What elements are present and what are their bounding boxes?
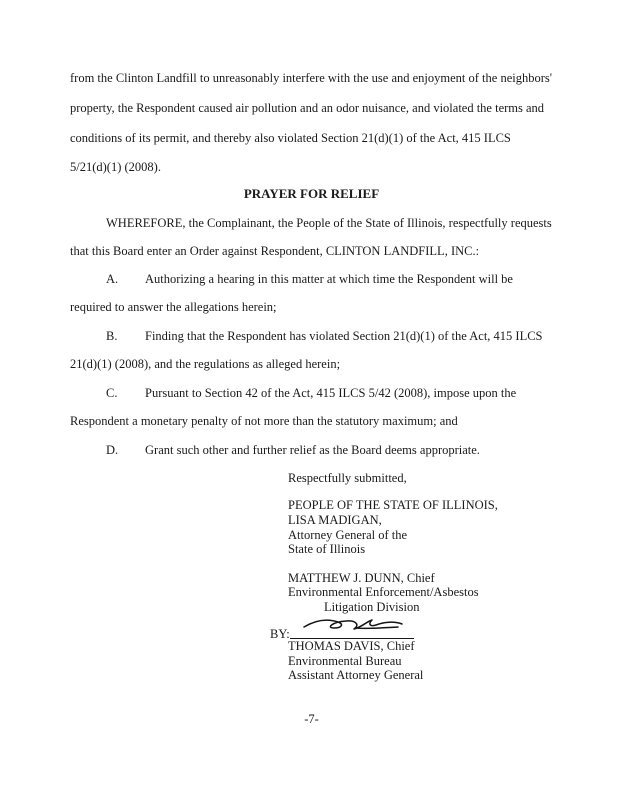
signature-org-line: PEOPLE OF THE STATE OF ILLINOIS, bbox=[288, 498, 498, 512]
by-label: BY: bbox=[270, 627, 290, 641]
list-item-letter: C. bbox=[106, 386, 118, 400]
signature-chief-line: Environmental Enforcement/Asbestos bbox=[288, 585, 479, 599]
signature-org-line: Attorney General of the bbox=[288, 528, 408, 542]
section-heading: PRAYER FOR RELIEF bbox=[243, 186, 380, 201]
list-item-line: Pursuant to Section 42 of the Act, 415 ILCS 5/42 (2008), impose upon the bbox=[145, 386, 517, 400]
signature-chief-line: MATTHEW J. DUNN, Chief bbox=[288, 571, 435, 585]
list-item-line: Authorizing a hearing in this matter at which time the Respondent will be bbox=[145, 272, 513, 286]
list-item-letter: D. bbox=[106, 443, 119, 457]
signature-chief-line: Litigation Division bbox=[324, 600, 420, 614]
signer-line: THOMAS DAVIS, Chief bbox=[288, 639, 415, 653]
paragraph-line: property, the Respondent caused air pollution and an odor nuisance, and violated the terms and bbox=[70, 101, 545, 115]
paragraph-line: WHEREFORE, the Complainant, the People of the State of Illinois, respectfully requests bbox=[106, 216, 552, 230]
list-item-line: Finding that the Respondent has violated Section 21(d)(1) of the Act, 415 ILCS bbox=[145, 329, 543, 343]
list-item-letter: B. bbox=[106, 329, 118, 343]
signer-line: Assistant Attorney General bbox=[288, 668, 424, 682]
list-item-letter: A. bbox=[106, 272, 119, 286]
paragraph-line: 5/21(d)(1) (2008). bbox=[70, 160, 161, 174]
signature-org-line: State of Illinois bbox=[288, 542, 366, 556]
list-item-line: required to answer the allegations herein; bbox=[70, 300, 277, 314]
signer-line: Environmental Bureau bbox=[288, 654, 402, 668]
closing: Respectfully submitted, bbox=[288, 471, 407, 485]
list-item-line: Respondent a monetary penalty of not more than the statutory maximum; and bbox=[70, 414, 458, 428]
paragraph-line: that this Board enter an Order against Respondent, CLINTON LANDFILL, INC.: bbox=[70, 244, 480, 258]
page-number: -7- bbox=[304, 712, 319, 726]
paragraph-line: from the Clinton Landfill to unreasonably interfere with the use and enjoyment of the neighbors' bbox=[70, 71, 552, 85]
list-item-line: Grant such other and further relief as the Board deems appropriate. bbox=[145, 443, 480, 457]
signature-org-line: LISA MADIGAN, bbox=[288, 513, 382, 527]
handwritten-signature bbox=[300, 609, 406, 635]
paragraph-line: conditions of its permit, and thereby also violated Section 21(d)(1) of the Act, 415 ILCS bbox=[70, 131, 511, 145]
list-item-line: 21(d)(1) (2008), and the regulations as alleged herein; bbox=[70, 357, 341, 371]
